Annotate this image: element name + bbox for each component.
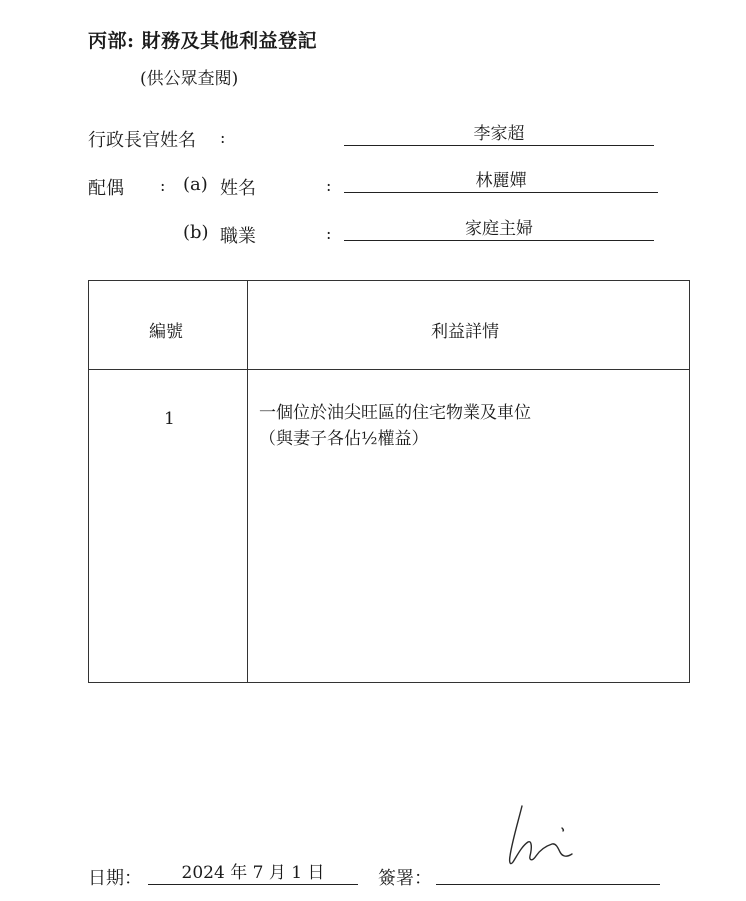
spouse-name-colon: : [326,176,332,195]
interests-table [88,280,690,683]
date-label: 日期： [88,868,142,889]
table-header-divider [89,369,689,370]
table-cell-number: 1 [164,409,175,429]
spouse-name-label: 姓名 [220,178,256,199]
signature-label: 簽署： [378,868,432,889]
signature-image [500,798,580,880]
table-header-number: 編號 [149,322,183,342]
spouse-occupation-field: 家庭主婦 [344,218,654,241]
table-cell-details-line1: 一個位於油尖旺區的住宅物業及車位 [259,403,531,423]
spouse-name-field: 林麗嬋 [344,170,658,193]
table-column-divider [247,281,248,682]
officer-colon: : [220,128,226,147]
date-field: 2024 年 7 月 1 日 [148,862,358,885]
page-subtitle: (供公眾查閱) [140,69,239,89]
spouse-occupation-label: 職業 [220,226,256,247]
table-cell-details-line2: （與妻子各佔½權益） [259,429,429,449]
spouse-occupation-colon: : [326,224,332,243]
spouse-label: 配偶 [88,178,124,199]
page-title: 丙部: 財務及其他利益登記 [88,30,318,52]
table-header-details: 利益詳情 [431,322,499,342]
officer-name-field: 李家超 [344,123,654,146]
spouse-colon: : [160,176,166,195]
officer-label: 行政長官姓名 [88,130,196,151]
spouse-name-marker: (a) [183,174,208,195]
spouse-occupation-marker: (b) [183,222,209,243]
